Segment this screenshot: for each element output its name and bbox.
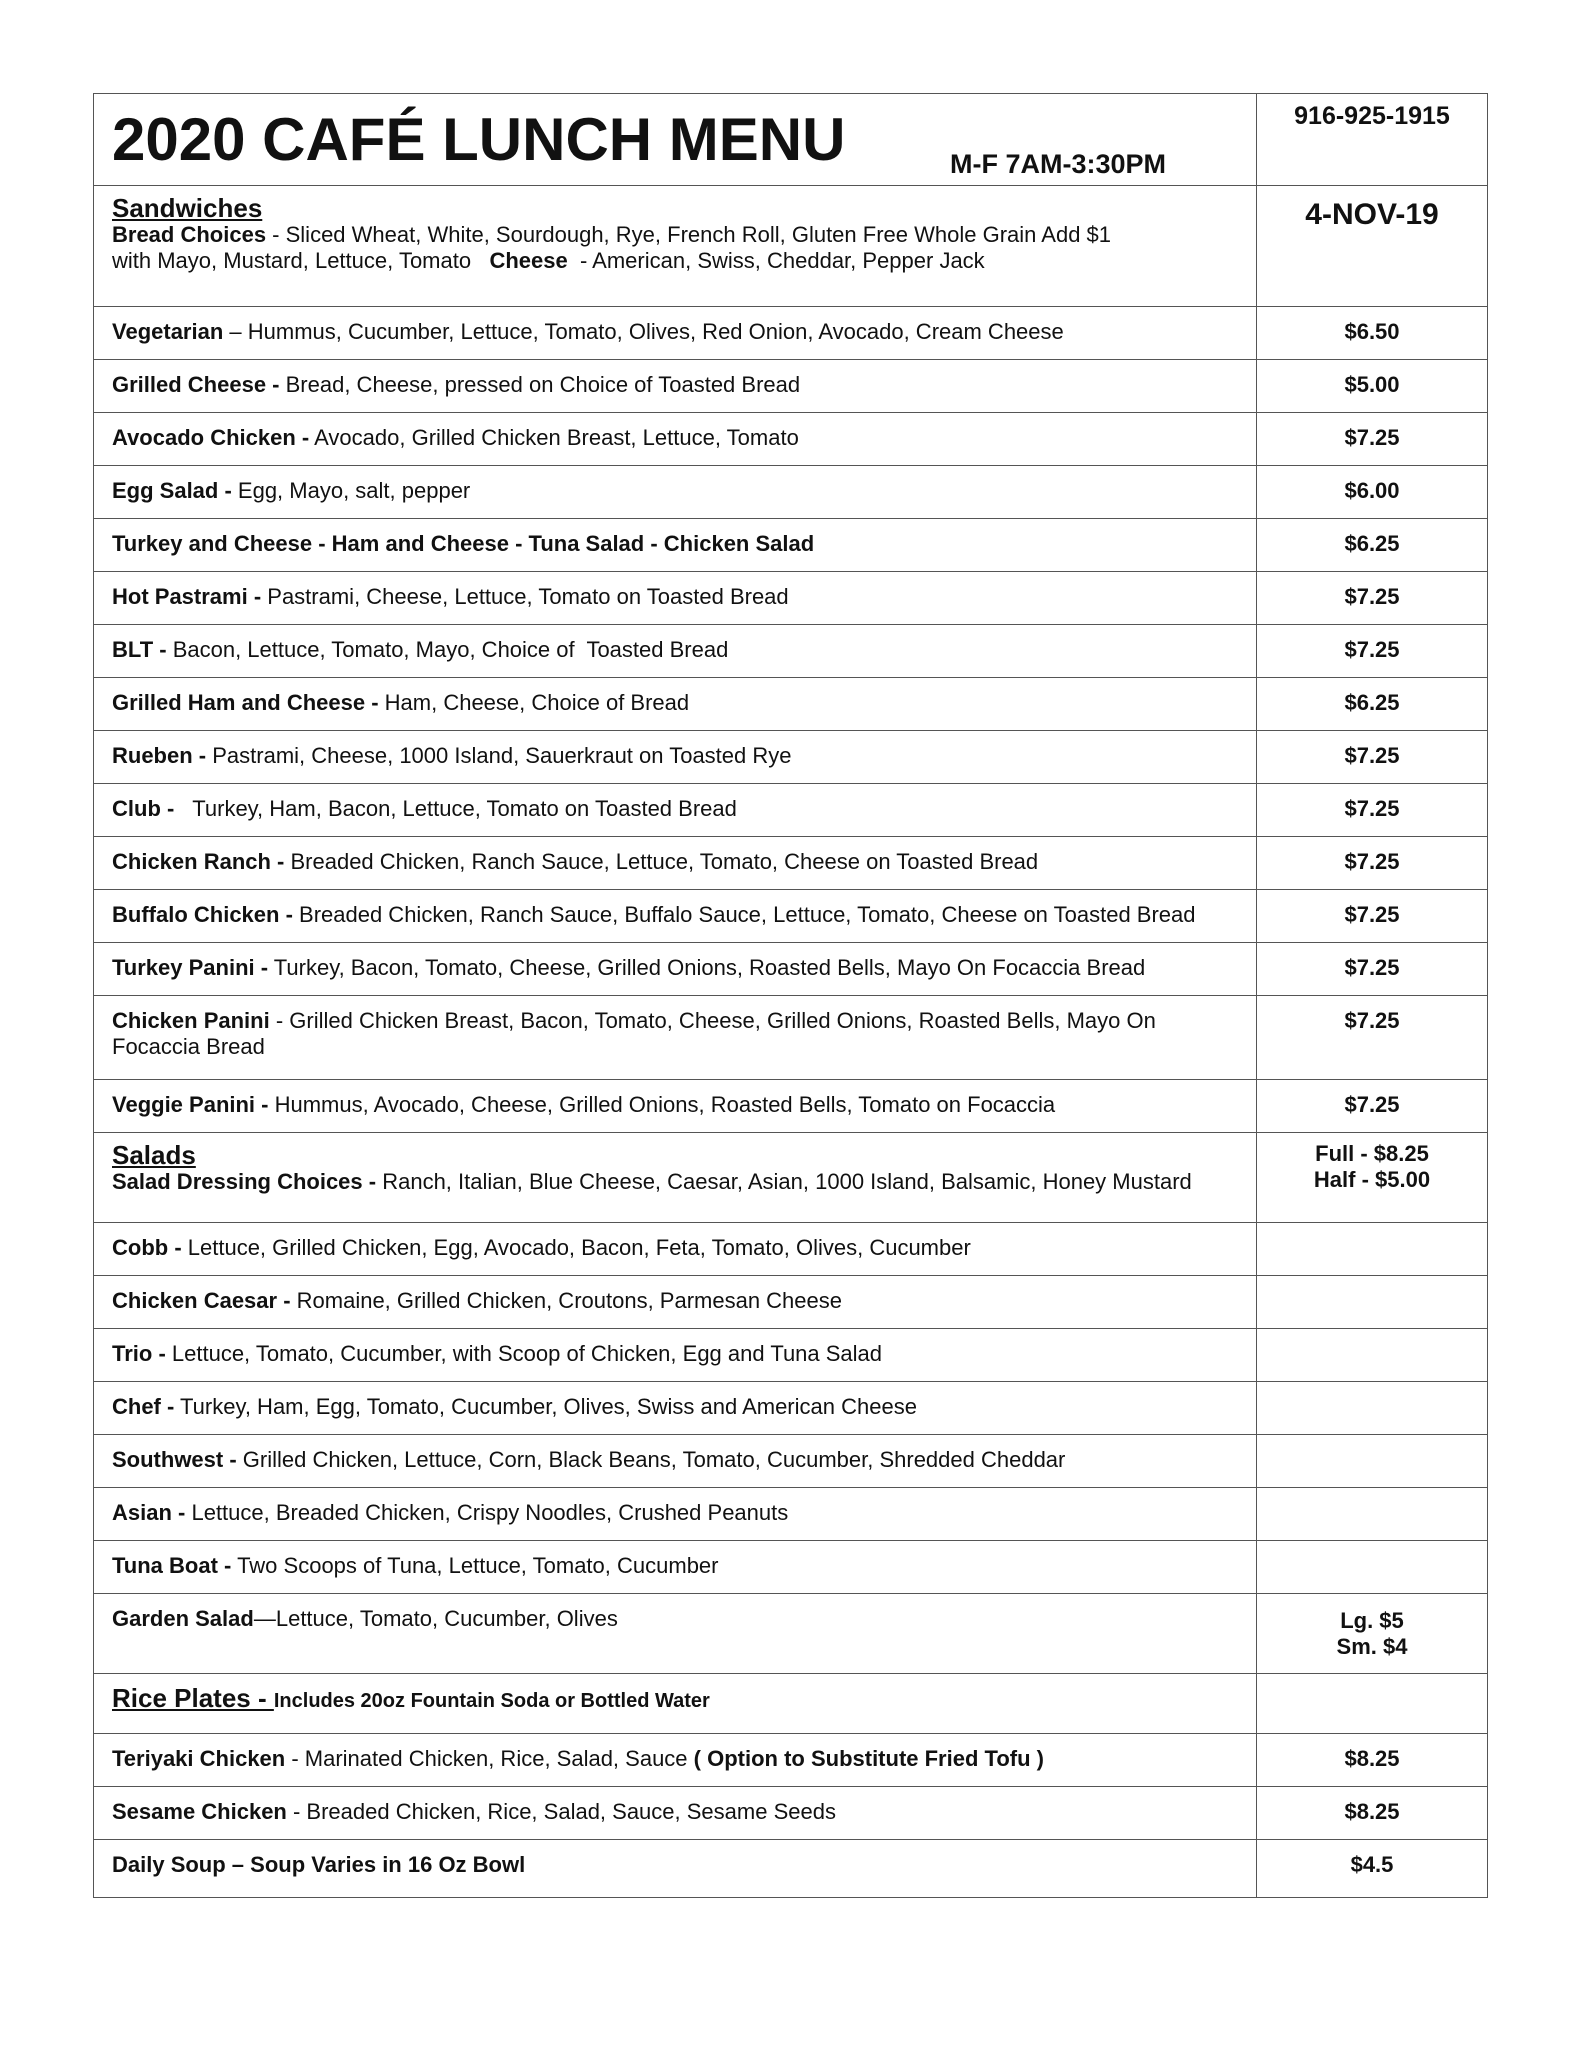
sandwich-row bbox=[94, 307, 1488, 360]
sandwich-price-cell bbox=[1257, 784, 1488, 837]
sandwich-price-cell bbox=[1257, 890, 1488, 943]
salad-description: Lettuce, Tomato, Cucumber, with Scoop of Chicken, Egg and Tuna Salad bbox=[165, 1341, 883, 1366]
sandwich-row bbox=[94, 678, 1488, 731]
sandwich-price: $7.25 bbox=[1344, 637, 1400, 662]
sandwich-desc-cell bbox=[94, 625, 1257, 678]
sandwich-row bbox=[94, 890, 1488, 943]
sandwich-price: $7.25 bbox=[1344, 584, 1400, 609]
sandwich-description: Bacon, Lettuce, Tomato, Mayo, Choice of Toasted Bread bbox=[166, 637, 729, 662]
sandwich-price-cell bbox=[1257, 413, 1488, 466]
garden-salad-desc: —Lettuce, Tomato, Cucumber, Olives bbox=[253, 1606, 618, 1631]
sandwich-description: Egg, Mayo, salt, pepper bbox=[231, 478, 471, 503]
phone-number: 916-925-1915 bbox=[1294, 102, 1450, 130]
soup-cell bbox=[94, 1840, 1257, 1898]
sandwich-price-cell bbox=[1257, 678, 1488, 731]
sandwich-price: $6.50 bbox=[1344, 319, 1400, 344]
sandwich-row bbox=[94, 837, 1488, 890]
salad-row bbox=[94, 1541, 1488, 1594]
rice-plate-price: $8.25 bbox=[1344, 1746, 1400, 1771]
salad-name: Chicken Caesar - bbox=[112, 1288, 291, 1313]
sandwich-row bbox=[94, 731, 1488, 784]
salad-price-cell bbox=[1257, 1382, 1488, 1435]
salad-description: Turkey, Ham, Egg, Tomato, Cucumber, Olives, Swiss and American Cheese bbox=[174, 1394, 917, 1419]
salad-desc-cell bbox=[94, 1488, 1257, 1541]
sandwich-desc-cell bbox=[94, 784, 1257, 837]
sandwich-price: $5.00 bbox=[1344, 372, 1400, 397]
rice-plate-name: Sesame Chicken bbox=[112, 1799, 287, 1824]
sandwich-description: Bread, Cheese, pressed on Choice of Toasted Bread bbox=[279, 372, 801, 397]
sandwich-name: Hot Pastrami - bbox=[112, 584, 262, 609]
sandwich-desc-cell bbox=[94, 731, 1257, 784]
sandwich-desc-cell bbox=[94, 413, 1257, 466]
sandwich-name: Turkey Panini - bbox=[112, 955, 269, 980]
sandwich-desc-cell bbox=[94, 678, 1257, 731]
salad-row bbox=[94, 1488, 1488, 1541]
sandwich-description: Pastrami, Cheese, Lettuce, Tomato on Toasted Bread bbox=[261, 584, 789, 609]
rice-list bbox=[94, 1734, 1488, 1840]
salad-price-full: Full - $8.25 bbox=[1315, 1141, 1429, 1166]
rice-plate-price: $8.25 bbox=[1344, 1799, 1400, 1824]
rice-plate-name: Teriyaki Chicken bbox=[112, 1746, 286, 1771]
rice-plate-note: ( Option to Substitute Fried Tofu ) bbox=[693, 1746, 1044, 1771]
salad-desc-cell bbox=[94, 1276, 1257, 1329]
salad-name: Chef - bbox=[112, 1394, 175, 1419]
garden-salad-price-cell bbox=[1257, 1594, 1488, 1674]
salad-price-half: Half - $5.00 bbox=[1313, 1167, 1431, 1192]
sandwich-row bbox=[94, 996, 1488, 1080]
sandwich-description: Hummus, Avocado, Cheese, Grilled Onions, Roasted Bells, Tomato on Focaccia bbox=[268, 1092, 1056, 1117]
sandwich-name: Grilled Cheese - bbox=[112, 372, 280, 397]
salad-description: Grilled Chicken, Lettuce, Corn, Black Beans, Tomato, Cucumber, Shredded Cheddar bbox=[236, 1447, 1066, 1472]
rice-plate-desc-cell bbox=[94, 1787, 1257, 1840]
sandwiches-heading: Sandwiches bbox=[112, 193, 263, 223]
hours-label: M-F 7AM-3:30PM bbox=[950, 149, 1167, 179]
menu-date: 4-NOV-19 bbox=[1305, 198, 1439, 231]
sandwich-row bbox=[94, 519, 1488, 572]
rice-header-price-cell bbox=[1257, 1674, 1488, 1734]
title-cell bbox=[94, 94, 1257, 186]
sandwich-list bbox=[94, 307, 1488, 1133]
soup-name: Daily Soup – Soup Varies in 16 Oz Bowl bbox=[112, 1852, 526, 1877]
sandwich-price: $7.25 bbox=[1344, 1092, 1400, 1117]
sandwich-price: $7.25 bbox=[1344, 849, 1400, 874]
sandwich-row bbox=[94, 466, 1488, 519]
sandwich-price: $7.25 bbox=[1344, 743, 1400, 768]
rice-plate-price-cell bbox=[1257, 1734, 1488, 1787]
rice-plate-description: - Breaded Chicken, Rice, Salad, Sauce, Sesame Seeds bbox=[286, 1799, 836, 1824]
salad-row bbox=[94, 1435, 1488, 1488]
sandwich-name: Turkey and Cheese - Ham and Cheese - Tuna Salad - Chicken Salad bbox=[112, 531, 815, 556]
salad-name: Cobb - bbox=[112, 1235, 182, 1260]
sandwich-price-cell bbox=[1257, 360, 1488, 413]
salad-desc-cell bbox=[94, 1223, 1257, 1276]
sandwich-description: Breaded Chicken, Ranch Sauce, Buffalo Sauce, Lettuce, Tomato, Cheese on Toasted Bread bbox=[292, 902, 1196, 927]
menu-title: 2020 CAFÉ LUNCH MENU bbox=[112, 106, 846, 173]
cheese-text: - American, Swiss, Cheddar, Pepper Jack bbox=[567, 248, 985, 273]
sandwich-name: Grilled Ham and Cheese - bbox=[112, 690, 379, 715]
sandwich-desc-cell bbox=[94, 890, 1257, 943]
sandwich-price: $7.25 bbox=[1344, 796, 1400, 821]
sandwich-description: Breaded Chicken, Ranch Sauce, Lettuce, Tomato, Cheese on Toasted Bread bbox=[284, 849, 1039, 874]
sandwich-price: $6.25 bbox=[1344, 690, 1400, 715]
sandwich-row bbox=[94, 625, 1488, 678]
sandwich-desc-cell bbox=[94, 943, 1257, 996]
sandwich-description: Pastrami, Cheese, 1000 Island, Sauerkraut on Toasted Rye bbox=[206, 743, 792, 768]
salad-desc-cell bbox=[94, 1329, 1257, 1382]
salad-row bbox=[94, 1382, 1488, 1435]
sandwich-name: Veggie Panini - bbox=[112, 1092, 269, 1117]
bread-choices-label: Bread Choices bbox=[112, 222, 267, 247]
sandwich-row bbox=[94, 360, 1488, 413]
garden-salad-name: Garden Salad bbox=[112, 1606, 254, 1631]
dressing-text: Ranch, Italian, Blue Cheese, Caesar, Asian, 1000 Island, Balsamic, Honey Mustard bbox=[376, 1169, 1192, 1194]
sandwich-price-cell bbox=[1257, 625, 1488, 678]
soup-price: $4.5 bbox=[1350, 1852, 1394, 1877]
sandwich-price-cell bbox=[1257, 307, 1488, 360]
date-cell bbox=[1257, 186, 1488, 307]
sandwich-name: Avocado Chicken - bbox=[112, 425, 310, 450]
sandwich-description: Turkey, Ham, Bacon, Lettuce, Tomato on Toasted Bread bbox=[174, 796, 737, 821]
salad-price-cell bbox=[1257, 1435, 1488, 1488]
sandwich-desc-cell bbox=[94, 996, 1257, 1080]
condiments-text: with Mayo, Mustard, Lettuce, Tomato bbox=[112, 248, 490, 273]
sandwich-price-cell bbox=[1257, 572, 1488, 625]
sandwich-price-cell bbox=[1257, 519, 1488, 572]
salad-description: Two Scoops of Tuna, Lettuce, Tomato, Cucumber bbox=[231, 1553, 719, 1578]
sandwich-price-cell bbox=[1257, 996, 1488, 1080]
bread-choices-text: - Sliced Wheat, White, Sourdough, Rye, French Roll, Gluten Free Whole Grain Add $1 bbox=[266, 222, 1112, 247]
sandwich-desc-cell bbox=[94, 360, 1257, 413]
salad-price-cell bbox=[1257, 1488, 1488, 1541]
garden-price-small: Sm. $4 bbox=[1336, 1634, 1408, 1659]
salad-name: Trio - bbox=[112, 1341, 166, 1366]
salad-desc-cell bbox=[94, 1541, 1257, 1594]
sandwich-row bbox=[94, 413, 1488, 466]
sandwich-price-cell bbox=[1257, 466, 1488, 519]
salad-desc-cell bbox=[94, 1435, 1257, 1488]
salads-heading: Salads bbox=[112, 1140, 196, 1170]
sandwich-desc-cell bbox=[94, 1080, 1257, 1133]
rice-plate-description: - Marinated Chicken, Rice, Salad, Sauce bbox=[285, 1746, 694, 1771]
sandwich-row bbox=[94, 943, 1488, 996]
sandwich-row bbox=[94, 572, 1488, 625]
sandwich-desc-cell bbox=[94, 572, 1257, 625]
rice-plate-price-cell bbox=[1257, 1787, 1488, 1840]
soup-price-cell bbox=[1257, 1840, 1488, 1898]
cheese-label: Cheese bbox=[489, 248, 568, 273]
rice-plate-row bbox=[94, 1734, 1488, 1787]
sandwich-name: Chicken Panini bbox=[112, 1008, 270, 1033]
garden-salad-cell bbox=[94, 1594, 1257, 1674]
sandwich-desc-cell bbox=[94, 466, 1257, 519]
sandwich-price-cell bbox=[1257, 731, 1488, 784]
salad-name: Southwest - bbox=[112, 1447, 237, 1472]
sandwich-description: Turkey, Bacon, Tomato, Cheese, Grilled Onions, Roasted Bells, Mayo On Focaccia Bread bbox=[268, 955, 1146, 980]
rice-note: Includes 20oz Fountain Soda or Bottled Water bbox=[273, 1690, 710, 1712]
salad-list bbox=[94, 1223, 1488, 1594]
sandwiches-header-cell bbox=[94, 186, 1257, 307]
sandwich-row bbox=[94, 784, 1488, 837]
sandwich-price: $7.25 bbox=[1344, 955, 1400, 980]
sandwich-price-cell bbox=[1257, 943, 1488, 996]
sandwich-name: Buffalo Chicken - bbox=[112, 902, 293, 927]
sandwich-name: BLT - bbox=[112, 637, 167, 662]
sandwich-description: - Grilled Chicken Breast, Bacon, Tomato, Cheese, Grilled Onions, Roasted Bells, Mayo On Focaccia Bread bbox=[112, 1008, 1162, 1059]
salad-description: Lettuce, Grilled Chicken, Egg, Avocado, Bacon, Feta, Tomato, Olives, Cucumber bbox=[181, 1235, 971, 1260]
rice-plate-desc-cell bbox=[94, 1734, 1257, 1787]
salad-name: Asian - bbox=[112, 1500, 186, 1525]
sandwich-desc-cell bbox=[94, 837, 1257, 890]
sandwich-description: – Hummus, Cucumber, Lettuce, Tomato, Olives, Red Onion, Avocado, Cream Cheese bbox=[223, 319, 1064, 344]
salad-price-cell bbox=[1257, 1329, 1488, 1382]
salad-price-cell bbox=[1257, 1223, 1488, 1276]
sandwich-price: $7.25 bbox=[1344, 425, 1400, 450]
salad-price-cell bbox=[1257, 1276, 1488, 1329]
salad-desc-cell bbox=[94, 1382, 1257, 1435]
garden-price-large: Lg. $5 bbox=[1340, 1608, 1404, 1633]
sandwich-desc-cell bbox=[94, 307, 1257, 360]
sandwich-price-cell bbox=[1257, 1080, 1488, 1133]
sandwich-description: Ham, Cheese, Choice of Bread bbox=[378, 690, 690, 715]
sandwich-price: $6.00 bbox=[1344, 478, 1400, 503]
sandwich-price: $7.25 bbox=[1344, 1008, 1400, 1033]
salad-row bbox=[94, 1276, 1488, 1329]
rice-header-cell bbox=[94, 1674, 1257, 1734]
salad-row bbox=[94, 1223, 1488, 1276]
sandwich-desc-cell bbox=[94, 519, 1257, 572]
sandwich-name: Vegetarian bbox=[112, 319, 224, 344]
sandwich-row bbox=[94, 1080, 1488, 1133]
dressing-label: Salad Dressing Choices - bbox=[112, 1169, 377, 1194]
salads-header-cell bbox=[94, 1133, 1257, 1223]
menu-table bbox=[93, 93, 1488, 1898]
salad-name: Tuna Boat - bbox=[112, 1553, 232, 1578]
sandwich-name: Chicken Ranch - bbox=[112, 849, 285, 874]
salad-row bbox=[94, 1329, 1488, 1382]
sandwich-price: $6.25 bbox=[1344, 531, 1400, 556]
rice-plate-row bbox=[94, 1787, 1488, 1840]
rice-heading: Rice Plates - bbox=[112, 1683, 274, 1713]
salad-description: Romaine, Grilled Chicken, Croutons, Parmesan Cheese bbox=[290, 1288, 843, 1313]
salad-price-cell bbox=[1257, 1541, 1488, 1594]
phone-cell bbox=[1257, 94, 1488, 186]
sandwich-description: Avocado, Grilled Chicken Breast, Lettuce, Tomato bbox=[309, 425, 799, 450]
salad-description: Lettuce, Breaded Chicken, Crispy Noodles, Crushed Peanuts bbox=[185, 1500, 789, 1525]
salad-price-cell bbox=[1257, 1133, 1488, 1223]
sandwich-name: Rueben - bbox=[112, 743, 207, 768]
sandwich-price-cell bbox=[1257, 837, 1488, 890]
sandwich-name: Egg Salad - bbox=[112, 478, 232, 503]
sandwich-price: $7.25 bbox=[1344, 902, 1400, 927]
sandwich-name: Club - bbox=[112, 796, 175, 821]
